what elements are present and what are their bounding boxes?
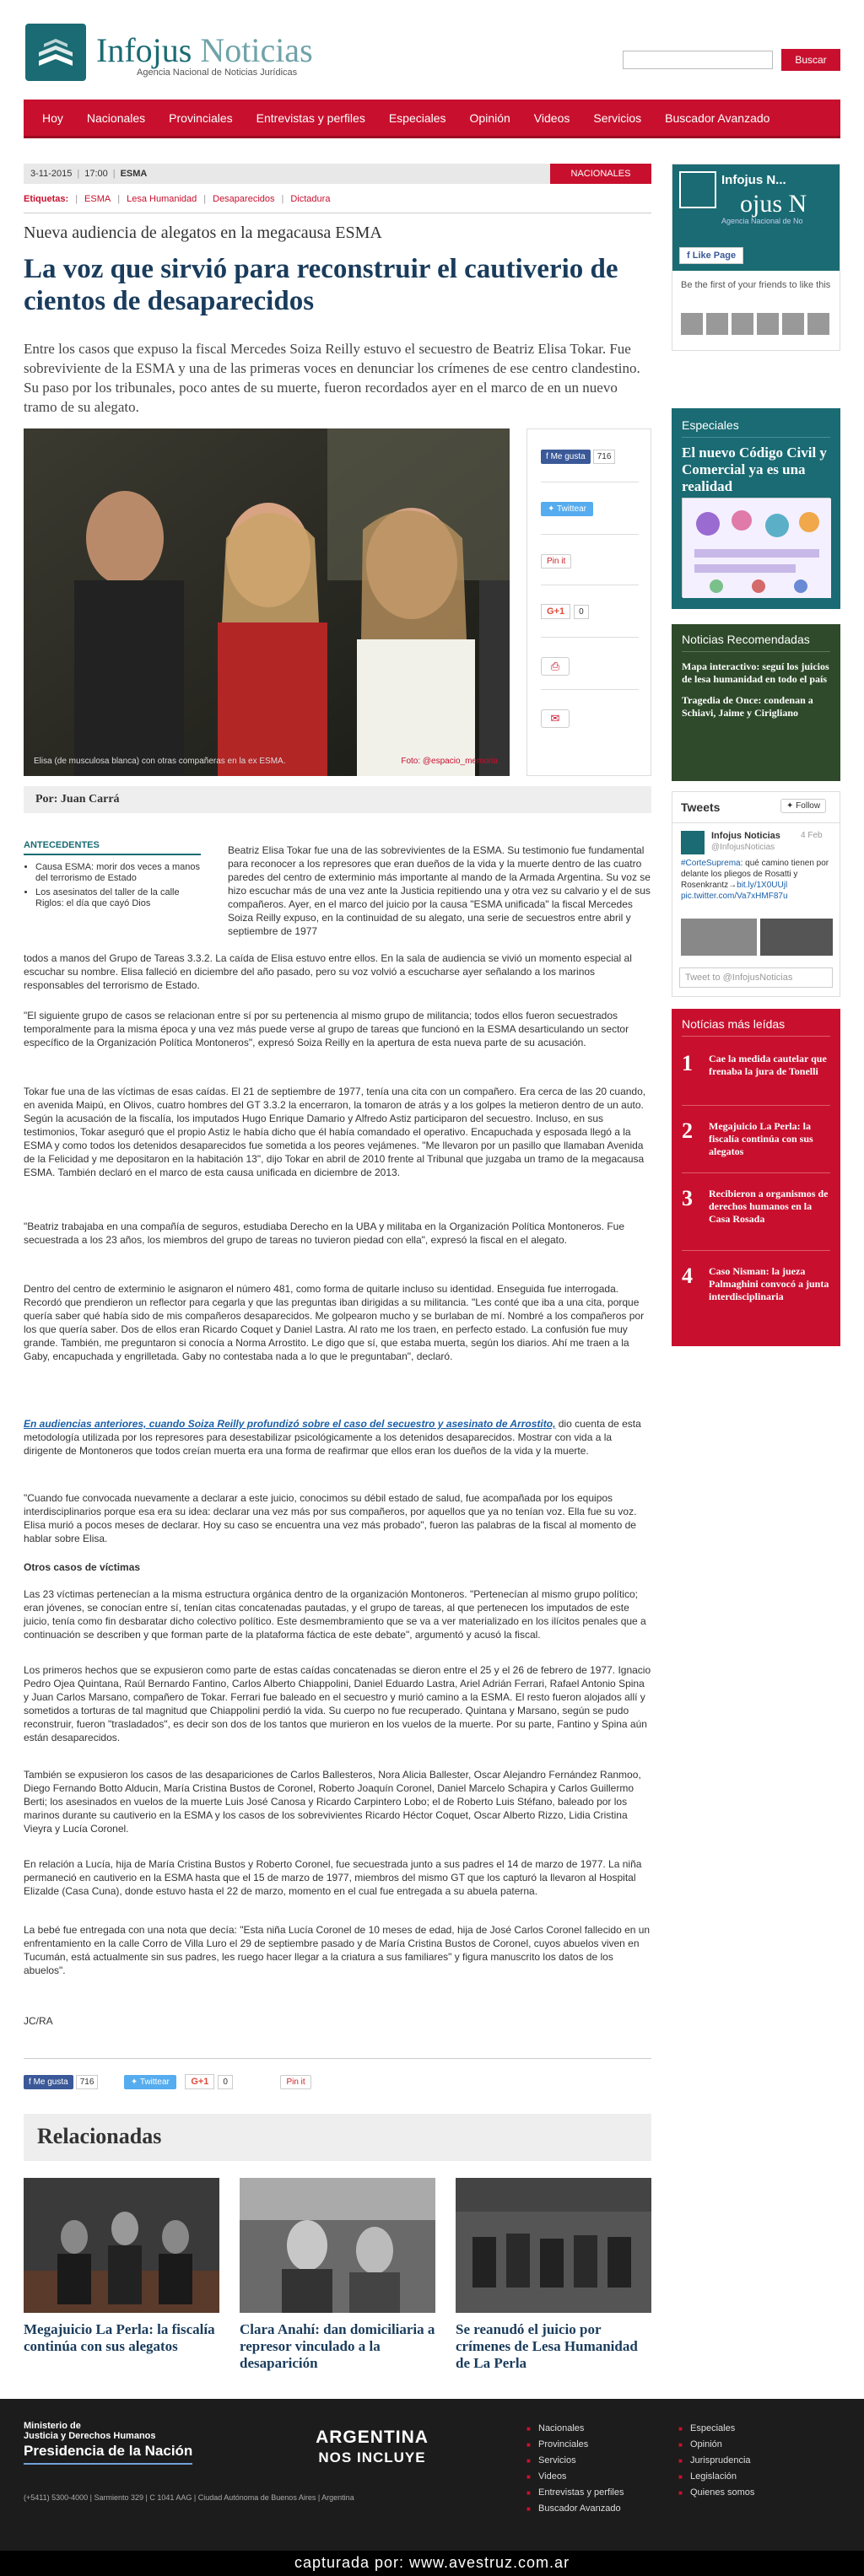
facebook-page-name[interactable]: Infojus N...	[721, 173, 786, 187]
facebook-like-page-button[interactable]	[679, 247, 743, 264]
twitter-bird-icon: ✦	[786, 801, 794, 811]
avatar[interactable]	[681, 831, 705, 854]
tweet-image[interactable]	[760, 919, 833, 956]
ministry-line: Presidencia de la Nación	[24, 2443, 192, 2465]
footer-link[interactable]: ■ Nacionales	[526, 2421, 624, 2437]
divider	[682, 1105, 830, 1106]
logo-book-icon	[679, 171, 716, 208]
divider	[682, 1250, 830, 1251]
most-read-text[interactable]: Recibieron a organismos de derechos humanos en la Casa Rosada	[709, 1188, 829, 1225]
argentina-line: NOS INCLUYE	[318, 2449, 426, 2466]
article-headline: La voz que sirvió para reconstruir el cautiverio de cientos de desaparecidos	[24, 254, 618, 316]
site-header	[0, 0, 864, 93]
print-icon[interactable]: ⎙	[541, 657, 570, 676]
nav-item-provinciales[interactable]: Provinciales	[169, 110, 233, 125]
article-section: ESMA	[120, 169, 148, 179]
logo-wordmark	[96, 30, 313, 70]
facebook-like-label: Me gusta	[550, 452, 586, 461]
antecedentes-title: ANTECEDENTES	[24, 840, 201, 855]
nav-item-hoy[interactable]: Hoy	[42, 110, 63, 125]
most-read-number: 2	[682, 1118, 693, 1143]
tweet-body: : qué camino tienen por delante los pliegos de Rosatti y Rosenkrantz→	[681, 859, 829, 890]
twitter-share-button[interactable]	[541, 502, 593, 516]
twitter-label: Twittear	[139, 2078, 170, 2087]
facebook-page-widget	[672, 164, 840, 351]
nav-item-entrevistas[interactable]: Entrevistas y perfiles	[256, 110, 365, 125]
footer-link[interactable]: ■ Provinciales	[526, 2437, 624, 2453]
avatar	[807, 313, 829, 335]
twitter-share-button[interactable]	[124, 2075, 176, 2089]
article-paragraph: En relación a Lucía, hija de María Cristina Bustos y Roberto Coronel, fue secuestrada junto a sus padres el 14 de marzo de 1977. La niña permaneció en cautiverio en la ESMA hasta que el 15 de marzo de 1977, miembros del mismo GT que los capturó la llevaron al Hospital Elizalde (Casa Cuna), donde estuvo hasta el 22 de marzo, momento en el cual fue entregada a su abuela paterna.	[24, 1858, 642, 1897]
article-paragraph: Las 23 víctimas pertenecían a la misma estructura orgánica dentro de la organización Montoneros. "Pertenecían al mismo grupo político; eran jóvenes, se conocían entre sí, tenían citas concatenadas pautadas, y el grupo de tareas, al que pertenecen los imputados de este juicio, tenía como fin desbaratar dicho colectivo político. Este desmembramiento que se va a ver materializado en los ilícitos penales que a continuación se describen y que forman parte de la plataforma fáctica de este debate", argumentó y acusó la fiscal.	[24, 1588, 646, 1641]
ministry-line: Justicia y Derechos Humanos	[24, 2431, 156, 2441]
most-read-widget	[672, 1009, 840, 1346]
divider	[541, 689, 639, 690]
divider	[672, 822, 840, 823]
nav-item-especiales[interactable]: Especiales	[388, 110, 446, 125]
nav-item-nacionales[interactable]: Nacionales	[86, 110, 146, 125]
gplus-button[interactable]: G+1	[541, 604, 570, 619]
avatar	[732, 313, 753, 335]
article-paragraph: Dentro del centro de exterminio le asignaron el número 481, como forma de quitarle incluso su identidad. Enseguida fue interrogada. Recordó que prendieron un reflector para cegarla y que las preguntas iban dirigidas a su militancia. "Les conté que iba a una cita, porque quería saber qué había sido de mis compañeros desaparecidos. Me golpearon mucho y se burlaban de mí. Nombré a los compañeros por los que quería saber. Dos de ellos eran Ricardo Coquet y Daniel Lastra. Al rato me los traen, en perfecto estado. La confusión fue muy grande. También, me preguntaron si conocía a Norma Arrostito. Le digo que sí, que estaba muerta, según los diarios. Ahí me traen a la Gaby, encapuchada y engrilletada. Gaby no contestaba nada a lo que le preguntaban", declaró.	[24, 1283, 645, 1362]
most-read-text[interactable]: Caso Nisman: la jueza Palmaghini convocó a junta interdisciplinaria	[709, 1265, 829, 1302]
footer-link[interactable]: ■ Opinión	[678, 2437, 754, 2453]
logo-word-bold: Infojus	[96, 31, 192, 69]
related-header: Relacionadas	[24, 2114, 651, 2161]
paragraph-text: dio cuenta de esta metodología utilizada por los represores para desestabilizar psicológicamente a los detenidos desaparecidos. Mostrar con vida a la dirigente de Montoneros que todos creían muerta era una forma de reafirmar que ellos eran los dueños de la vida y la muerte.	[24, 1418, 641, 1457]
footer-link[interactable]: ■ Servicios	[526, 2453, 624, 2469]
antecedente-link[interactable]: • Causa ESMA: morir dos veces a manos del terrorismo de Estado	[35, 862, 201, 884]
article-paragraph: La bebé fue entregada con una nota que decía: "Esta niña Lucía Coronel de 10 meses de edad, hija de José Carlos Coronel fallecido en un enfrentamiento en la calle Corro de Villa Luro el 29 de septiembre pasado y de María Cristina Bustos de Coronel, cuyos abuelos viven en Tucumán, está actualmente sin sus padres, les ruego hacer llegar a la criatura a sus familiares" y figura manuscrito los datos de los abuelos".	[24, 1924, 651, 1976]
print-share	[541, 657, 639, 676]
tag-link[interactable]: Lesa Humanidad	[127, 194, 197, 204]
email-icon[interactable]: ✉	[541, 709, 570, 728]
nav-item-servicios[interactable]: Servicios	[593, 110, 642, 125]
facebook-page-banner[interactable]	[672, 164, 840, 271]
facebook-page-subtitle: Agencia Nacional de No	[721, 217, 803, 225]
tweet-link[interactable]: bit.ly/1X0UUjl pic.twitter.com/Va7xHMF87u	[681, 881, 788, 901]
most-read-title: Notícias más leídas	[682, 1017, 830, 1037]
footer-link[interactable]: ■ Jurisprudencia	[678, 2453, 754, 2469]
argentina-logo[interactable]	[309, 2428, 435, 2466]
logo-tagline: Agencia Nacional de Noticias Jurídicas	[137, 67, 298, 78]
especiales-image[interactable]	[682, 498, 830, 597]
facebook-like-button[interactable]	[24, 2075, 73, 2089]
search-button[interactable]: Buscar	[781, 49, 840, 71]
article-paragraph	[24, 1417, 651, 1458]
facebook-like-page-label: Like Page	[692, 251, 737, 261]
twitter-share	[541, 500, 639, 516]
article-time: 17:00	[84, 169, 108, 179]
tweet-date[interactable]: 4 Feb	[801, 831, 823, 840]
recommended-item[interactable]: Mapa interactivo: seguí los juicios de lesa humanidad en todo el país	[682, 660, 829, 685]
facebook-icon: f	[687, 251, 690, 261]
nav-item-buscador[interactable]: Buscador Avanzado	[665, 110, 770, 125]
article-date: 3-11-2015	[30, 169, 73, 179]
most-read-number: 3	[682, 1186, 693, 1210]
footer-address: (+5411) 5300-4000 | Sarmiento 329 | C 1041 AAG | Ciudad Autónoma de Buenos Aires | Argentina	[24, 2493, 354, 2502]
facebook-icon: f	[546, 452, 548, 461]
pinterest-button[interactable]: Pin it	[541, 554, 571, 569]
related-card[interactable]	[24, 2178, 219, 2355]
article-paragraph: Los primeros hechos que se expusieron como parte de estas caídas concatenadas se dieron entre el 25 y el 26 de febrero de 1977. Ignacio Pedro Ojea Quintana, Raúl Bernardo Fantino, Carlos Alberto Chiappolini, Daniel Eduardo Lastra, Ariel Adrián Ferrari, Rafael Antonio Spina y Juan Carlos Marsano, compañero de Tokar. Ferrari fue baleado en el secuestro y murió camino a la ESMA. El resto fueron alojados allí y sometidos a torturas de tal magnitud que Chiappolini perdió la vida. Su cuerpo no fue recuperado. Quintana y Marsano, según se pudo reconstruir, fueron "trasladados", es decir son dos de los tantos que murieron en los vuelos de la muerte. Por su parte, Fantino y Spina aún están desaparecidos.	[24, 1664, 651, 1743]
avatar	[757, 313, 779, 335]
tweet-hashtag[interactable]: #CorteSuprema	[681, 859, 741, 868]
recommended-item[interactable]: Tragedia de Once: condenan a Schiavi, Jaime y Cirigliano	[682, 694, 813, 719]
capture-credit: capturada por: www.avestruz.com.ar	[0, 2551, 864, 2576]
divider	[24, 2058, 651, 2059]
tweet-author[interactable]: Infojus Noticias	[711, 831, 780, 841]
footer-link[interactable]: ■ Quienes somos	[678, 2485, 754, 2501]
tweet-input[interactable]: Tweet to @InfojusNoticias	[679, 967, 833, 988]
footer-link[interactable]: ■ Entrevistas y perfiles	[526, 2485, 624, 2501]
photo-credit[interactable]: Foto: @espacio_memoria	[401, 757, 498, 766]
email-share	[541, 709, 639, 728]
recommended-title: Noticias Recomendadas	[682, 633, 830, 652]
nav-item-videos[interactable]: Videos	[533, 110, 570, 125]
avatar	[681, 313, 703, 335]
gplus-count: 0	[218, 2075, 233, 2089]
article-paragraph: Tokar fue una de las víctimas de esas caídas. El 21 de septiembre de 1977, tenía una cita con un compañero. Era cerca de las 20 cuando, en avenida Maipú, en Olivos, cuatro hombres del GT 3.3.2 la encerraron, la tomaron de atrás y a los golpes la metieron dentro de un auto. Según la acusación de la fiscalía, los imputados Hugo Enrique Damario y Alfredo Astiz participaron del secuestro. Incluso, en sus testimonios, Tokar aseguró que el propio Astiz le había dicho que él había comandado el operativo. Encapuchada y esposada llegó a la ESMA y como todos los detenidos desaparecidos fue sometida a los peores vejámenes. "Me llevaron por un pasillo que llamaban Avenida de la Felicidad y me depositaron en la habitación 13", dijo Tokar en abril de 2010 frente al Tribunal que juzgaba un tramo de la megacausa ESMA. También declaró en el marco de esta causa unificada en diciembre de 2013.	[24, 1086, 646, 1178]
related-card[interactable]	[240, 2178, 435, 2372]
related-image[interactable]	[240, 2178, 435, 2313]
site-logo[interactable]	[25, 24, 346, 83]
most-read-number: 1	[682, 1051, 693, 1075]
search-input[interactable]	[623, 51, 773, 69]
related-title[interactable]: Se reanudó el juicio por crímenes de Lesa Humanidad de La Perla	[456, 2321, 638, 2371]
article-paragraph: "Beatriz trabajaba en una compañía de seguros, estudiaba Derecho en la UBA y militaba en la Organización Política Montoneros. Fue secuestrada a los 23 años, los miembros del grupo de tareas no tuvieron piedad con ella", expresó la fiscal en el alegato.	[24, 1221, 625, 1246]
divider	[682, 1172, 830, 1173]
gplus-share	[541, 603, 639, 619]
especiales-title: Especiales	[682, 418, 830, 438]
article-paragraph: "Cuando fue convocada nuevamente a declarar a este juicio, conocimos su débil estado de salud, fue acompañada por los equipos interdisciplinarios porque esa era su idea: declarar una vez más por sus compañeros, por aquellos que ya no tenían voz. Ella fue su voz. Elisa murió a pocos meses de declarar. Hoy su caso se encuentra una vez más probado", fueron las palabras de la fiscal al momento de hablar sobre Elisa.	[24, 1492, 637, 1544]
footer-link[interactable]: ■ Buscador Avanzado	[526, 2501, 624, 2517]
tag-link[interactable]: ESMA	[84, 194, 111, 204]
tweet-image[interactable]	[681, 919, 757, 956]
article-kicker: Nueva audiencia de alegatos en la megacausa ESMA	[24, 224, 382, 242]
ministry-line: Ministerio de	[24, 2421, 81, 2431]
tweets-title: Tweets	[681, 800, 721, 814]
antecedentes-box	[24, 840, 201, 913]
pinterest-button[interactable]: Pin it	[280, 2075, 310, 2089]
most-read-text[interactable]: Megajuicio La Perla: la fiscalía continúa con sus alegatos	[709, 1120, 813, 1157]
main-nav	[24, 100, 840, 138]
nav-item-opinion[interactable]: Opinión	[469, 110, 510, 125]
especiales-headline[interactable]: El nuevo Código Civil y Comercial ya es una realidad	[682, 445, 827, 494]
tweet-handle[interactable]: @InfojusNoticias	[711, 843, 775, 852]
site-footer	[0, 2399, 864, 2551]
twitter-label: Twittear	[557, 504, 587, 514]
footer-link[interactable]: ■ Videos	[526, 2469, 624, 2485]
related-card[interactable]	[456, 2178, 651, 2372]
ministry-logo[interactable]	[24, 2421, 192, 2465]
facebook-icon: f	[29, 2078, 31, 2087]
article-paragraph: todos a manos del Grupo de Tareas 3.3.2. La caída de Elisa estuvo entre ellos. En la sala de audiencia se vivió un momento especial al escuchar su nombre. Elisa falleció en diciembre del año pasado, pero su voz volvió a escucharse ayer señalando a los marinos responsables del terrorismo de Estado.	[24, 952, 632, 991]
twitter-bird-icon: ✦	[548, 504, 555, 514]
antecedente-link[interactable]: • Los asesinatos del taller de la calle Riglos: el día que cayó Dios	[35, 887, 201, 909]
article-datebar: 3-11-2015 | 17:00 | ESMA	[24, 164, 550, 184]
especiales-widget	[672, 408, 840, 609]
related-title[interactable]: Clara Anahí: dan domiciliaria a represor vinculado a la desaparición	[240, 2321, 435, 2371]
tag-list: Etiquetas: | ESMA | Lesa Humanidad | Desaparecidos | Dictadura	[24, 194, 331, 204]
facebook-like	[541, 448, 639, 464]
article-signature: JC/RA	[24, 2015, 53, 2027]
logo-book-icon	[25, 24, 86, 81]
twitter-widget	[672, 791, 840, 997]
facebook-page-wordmark: ojus N	[740, 190, 807, 218]
pinterest-share	[541, 552, 639, 569]
article-paragraph: "El siguiente grupo de casos se relacionan entre sí por su pertenencia al mismo grupo de militancia; todos ellos fueron secuestrados temporalmente para la misma época y una vez más puede verse al grupo de tareas que funcionó en la ESMA desarticulando un sector específico de la Organización Política Montoneros", expresó Soiza Reilly en la apertura de esta nueva parte de su acusación.	[24, 1010, 629, 1048]
twitter-follow-button[interactable]	[780, 799, 826, 813]
gplus-button[interactable]: G+1	[185, 2074, 214, 2089]
related-image[interactable]	[456, 2178, 651, 2313]
most-read-number: 4	[682, 1264, 693, 1288]
bottom-share-bar	[24, 2073, 651, 2095]
most-read-text[interactable]: Cae la medida cautelar que frenaba la jura de Tonelli	[709, 1053, 827, 1077]
footer-links	[526, 2421, 624, 2517]
article-lead: Entre los casos que expuso la fiscal Mercedes Soiza Reilly estuvo el secuestro de Beatriz Elisa Tokar. Fue sobreviviente de la ESMA y una de las primeras voces en denunciar los crímenes de ese centro clandestino. Su paso por los tribunales, poco antes de su muerte, fueron recordados ayer en el marco de en un nuevo tramo de su alegato.	[24, 341, 640, 415]
article-paragraph: Beatriz Elisa Tokar fue una de las sobrevivientes de la ESMA. Su testimonio fue fundamental para reconocer a los represores que eran dueños de la vida y la muerte dentro de las cuatro paredes del centro de exterminio más importante al mando de la Armada Argentina. Su voz se hizo escuchar más de una vez ante la Justicia repitiendo una y otra vez su calvario y el de sus compañeros. Ayer, en el marco del juicio por la causa "ESMA unificada" la fiscal Mercedes Soiza Reilly expuso, en la continuidad de su alegato, una serie de secuestros entre abril y septiembre de 1977	[228, 844, 651, 937]
avatar	[706, 313, 728, 335]
follow-label: Follow	[796, 801, 821, 811]
gplus-count: 0	[574, 605, 589, 619]
tags-label: Etiquetas:	[24, 194, 69, 204]
facebook-like-count: 716	[76, 2075, 99, 2089]
footer-link[interactable]: ■ Legislación	[678, 2469, 754, 2485]
photo-illustration	[24, 428, 510, 776]
footer-link[interactable]: ■ Especiales	[678, 2421, 754, 2437]
divider	[541, 534, 639, 535]
recommended-widget	[672, 624, 840, 781]
footer-links	[678, 2421, 754, 2501]
facebook-like-button[interactable]	[541, 450, 591, 464]
tag-link[interactable]: Dictadura	[290, 194, 331, 204]
tweet-text	[681, 858, 833, 902]
facebook-like-count: 716	[593, 450, 616, 464]
arrostito-link[interactable]: En audiencias anteriores, cuando Soiza Reilly profundizó sobre el caso del secuestro y asesinato de Arrostito,	[24, 1418, 556, 1430]
facebook-friends-text: Be the first of your friends to like this	[681, 280, 831, 290]
argentina-line: ARGENTINA	[316, 2428, 429, 2447]
article-paragraph: También se expusieron los casos de las desapariciones de Carlos Ballesteros, Nora Alicia Ballester, Oscar Alejandro Fernández Ranmoo, Diego Fernando Botto Alducin, María Cristina Bustos de Coronel, Roberto Joaquín Coronel, Daniel Marcelo Schapira y Carlos Guillermo Berti; los asesinados en vuelos de la muerte Luis José Canosa y Ricardo Carpintero Lobo; el de Roberto Luis Stéfano, baleado por los marinos durante su cautiverio en la ESMA y los casos de los sobrevivientes Ricardo Héctor Coquet, Oscar Alberto Rizzo, Lidia Cristina Vieyra y Lucía Coronel.	[24, 1769, 641, 1835]
facebook-like-label: Me gusta	[33, 2078, 68, 2087]
twitter-bird-icon: ✦	[130, 2078, 138, 2087]
logo-word-light: Noticias	[192, 31, 313, 69]
section-badge[interactable]: NACIONALES	[550, 164, 651, 184]
article-photo[interactable]	[24, 428, 510, 776]
divider	[541, 637, 639, 638]
article-subhead: Otros casos de víctimas	[24, 1561, 141, 1573]
share-panel	[526, 428, 651, 776]
related-title[interactable]: Megajuicio La Perla: la fiscalía continúa con sus alegatos	[24, 2321, 215, 2354]
article-author: Por: Juan Carrá	[24, 786, 651, 813]
photo-caption: Elisa (de musculosa blanca) con otras compañeras en la ex ESMA.	[34, 757, 286, 766]
avatar	[782, 313, 804, 335]
tag-link[interactable]: Desaparecidos	[213, 194, 275, 204]
related-image[interactable]	[24, 2178, 219, 2313]
